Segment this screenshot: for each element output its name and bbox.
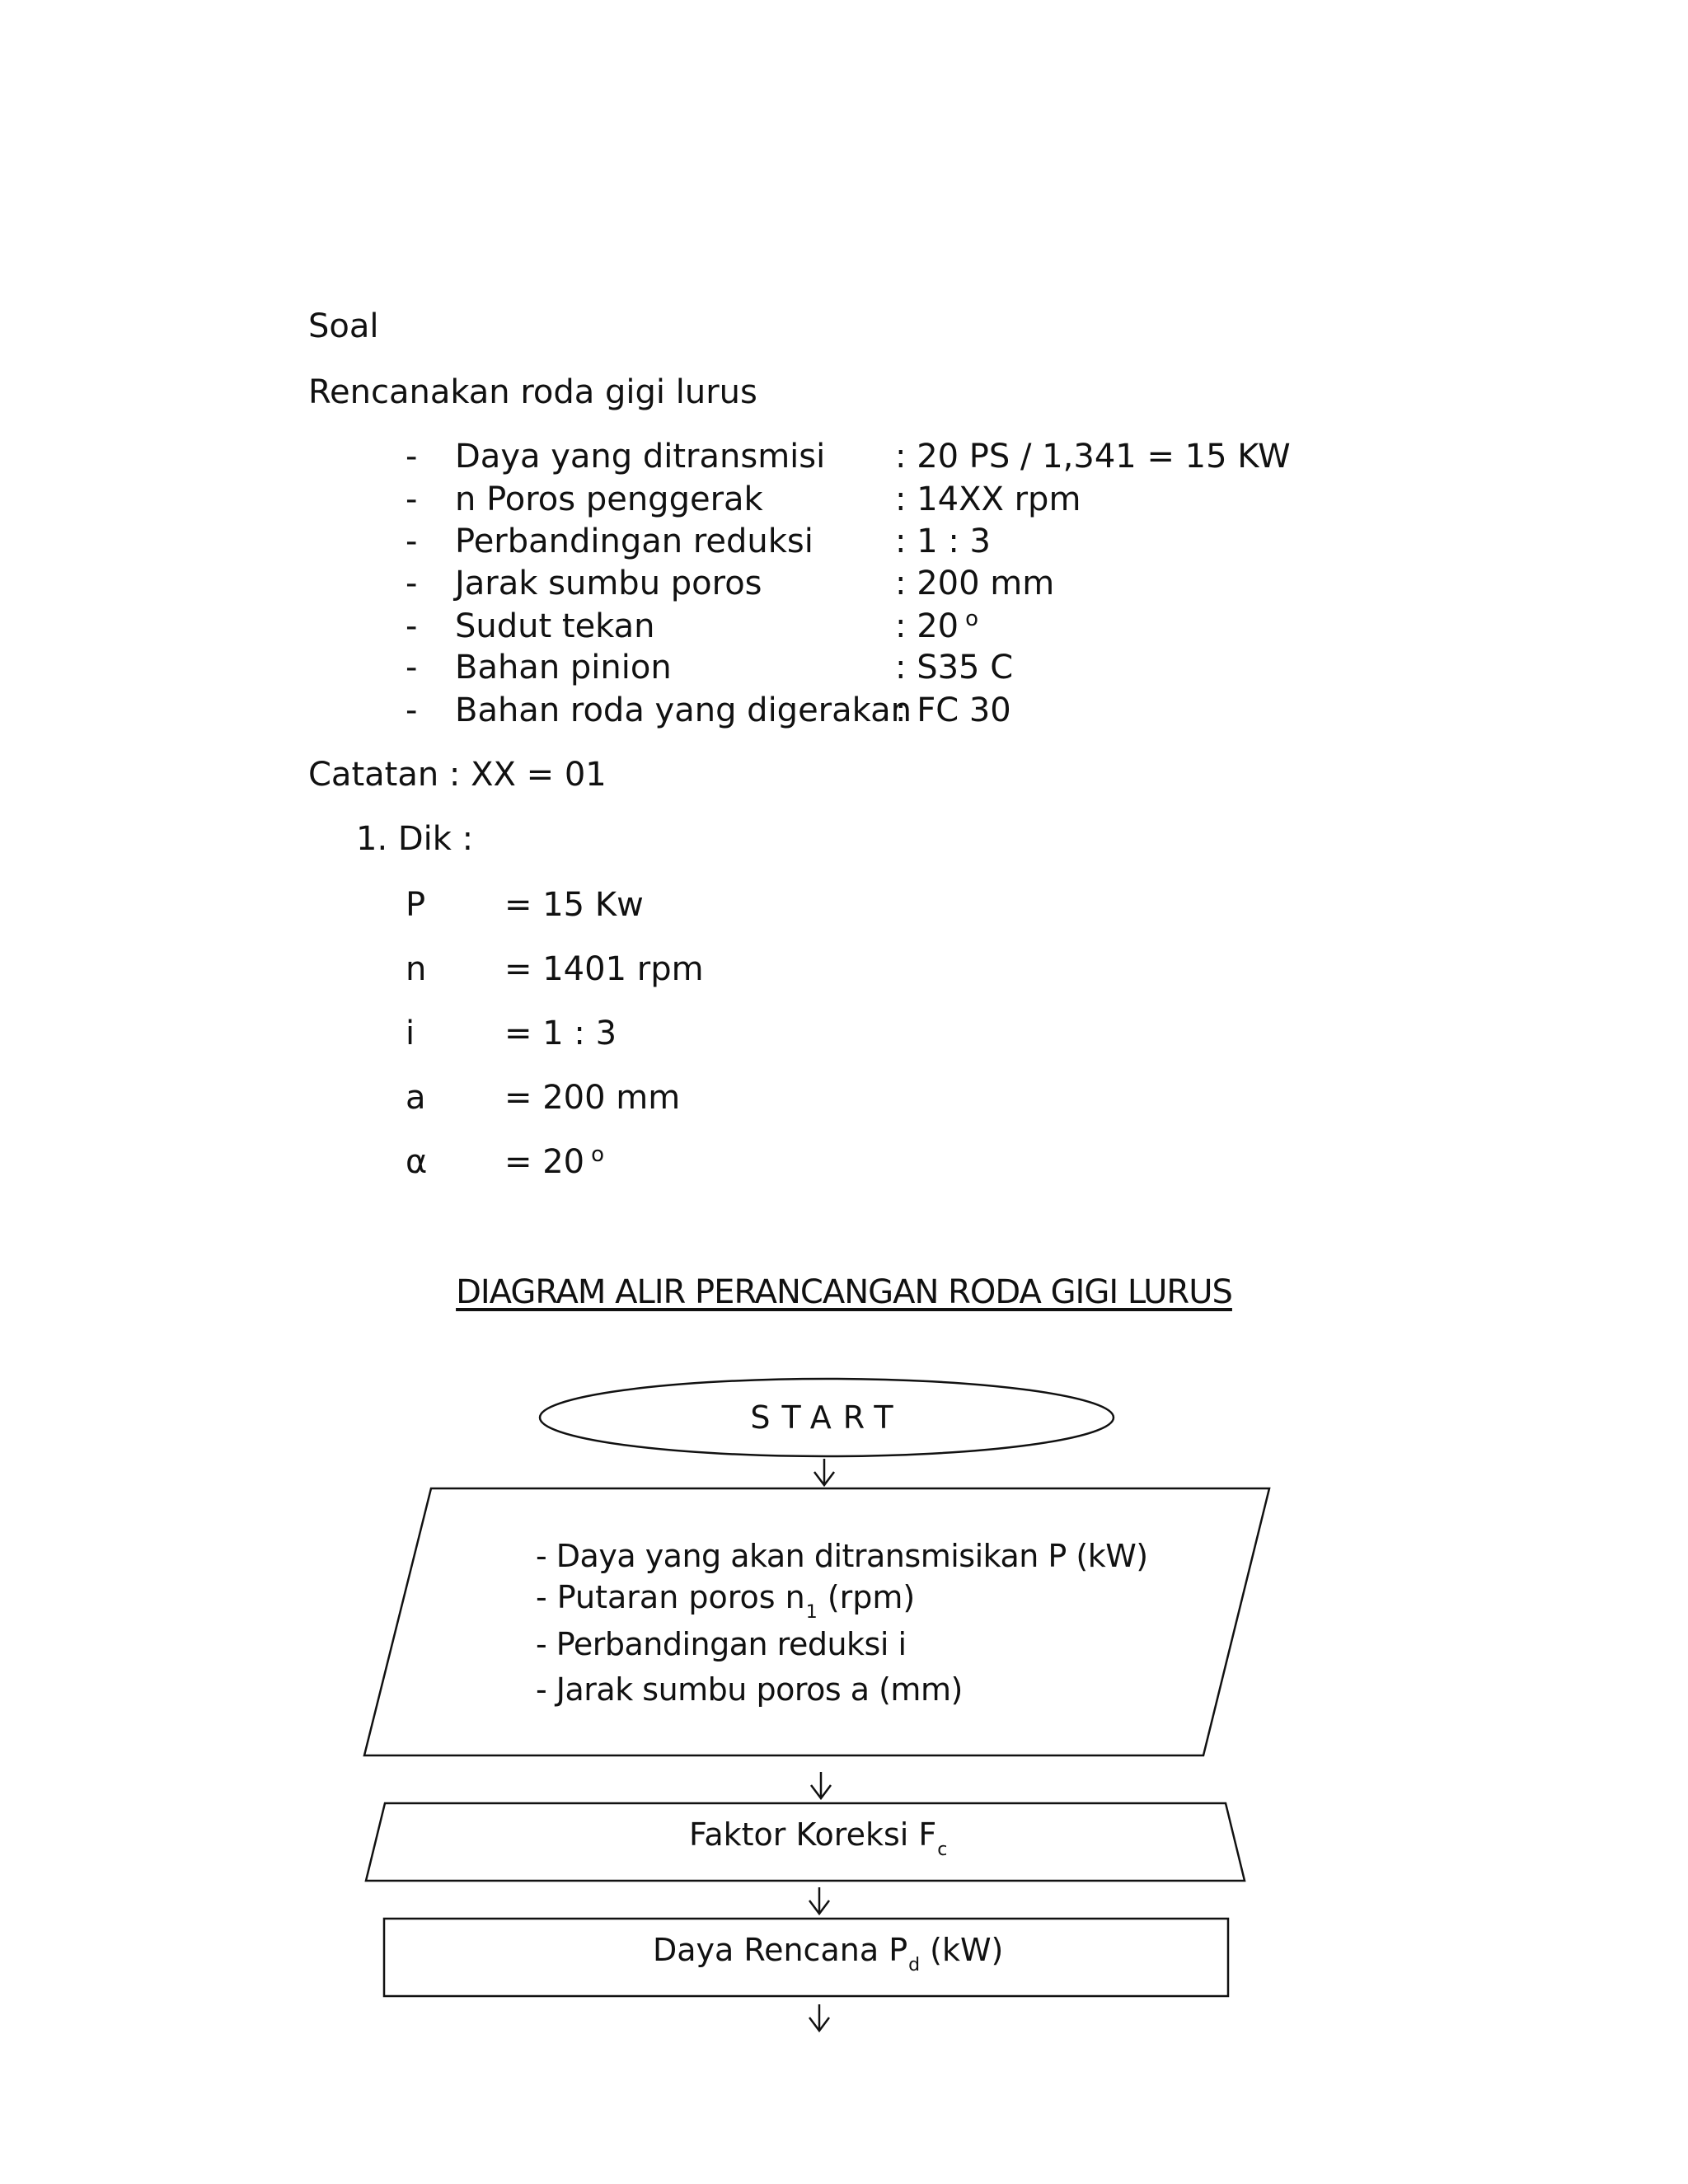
start-label: START bbox=[750, 1399, 905, 1436]
subscript: c bbox=[937, 1840, 948, 1860]
subscript: d bbox=[908, 1955, 921, 1975]
given-value: = 15 Kw bbox=[504, 886, 644, 924]
param-value: : 1 : 3 bbox=[895, 523, 991, 560]
list-bullet: - bbox=[406, 565, 418, 602]
design-power-label: Daya Rencana $P_d$ (kW) bbox=[653, 1932, 1004, 1975]
arrow-down-icon bbox=[814, 1459, 834, 1485]
param-value: : 20 $^o$ bbox=[895, 607, 979, 645]
input-line: - Putaran poros $n_1$ (rpm) bbox=[536, 1579, 916, 1623]
arrow-down-icon bbox=[809, 2004, 829, 2031]
dik-heading: 1. Dik : bbox=[356, 820, 474, 858]
param-value: : 14XX rpm bbox=[895, 480, 1081, 518]
given-symbol: i bbox=[406, 1015, 415, 1052]
correction-factor-label: Faktor Koreksi $F_c$ bbox=[689, 1816, 948, 1860]
given-symbol: a bbox=[406, 1079, 426, 1117]
input-line: - Daya yang akan ditransmisikan P (kW) bbox=[536, 1538, 1148, 1574]
param-label: Bahan roda yang digerakan bbox=[455, 691, 912, 729]
list-bullet: - bbox=[406, 438, 418, 476]
given-symbol: n bbox=[406, 950, 427, 988]
arrow-down-icon bbox=[809, 1887, 829, 1914]
param-label: Sudut tekan bbox=[455, 607, 655, 645]
given-symbol: α bbox=[406, 1143, 428, 1181]
given-symbol: P bbox=[406, 886, 426, 924]
param-label: Perbandingan reduksi bbox=[455, 523, 814, 560]
given-value: = 1401 rpm bbox=[504, 950, 704, 988]
param-value: : FC 30 bbox=[895, 691, 1011, 729]
task-statement: Rencanakan roda gigi lurus bbox=[308, 373, 757, 411]
list-bullet: - bbox=[406, 649, 418, 687]
given-value: = 1 : 3 bbox=[504, 1015, 617, 1052]
param-label: Daya yang ditransmisi bbox=[455, 438, 826, 476]
param-label: n Poros penggerak bbox=[455, 480, 763, 518]
heading: Soal bbox=[308, 307, 379, 345]
input-line: - Perbandingan reduksi i bbox=[536, 1626, 907, 1662]
param-label: Jarak sumbu poros bbox=[455, 565, 762, 602]
arrow-down-icon bbox=[811, 1772, 831, 1798]
note: Catatan : XX = 01 bbox=[308, 756, 607, 794]
given-value: = 200 mm bbox=[504, 1079, 681, 1117]
list-bullet: - bbox=[406, 480, 418, 518]
param-label: Bahan pinion bbox=[455, 649, 672, 687]
subscript: 1 bbox=[805, 1602, 818, 1623]
list-bullet: - bbox=[406, 523, 418, 560]
diagram-title: DIAGRAM ALIR PERANCANGAN RODA GIGI LURUS bbox=[456, 1273, 1232, 1311]
param-value: : S35 C bbox=[895, 649, 1014, 687]
degree-sign: o bbox=[965, 607, 979, 631]
param-value: : 200 mm bbox=[895, 565, 1055, 602]
given-value: = 20 $^o$ bbox=[504, 1142, 605, 1181]
degree-sign: o bbox=[591, 1142, 605, 1167]
input-line: - Jarak sumbu poros a (mm) bbox=[536, 1671, 963, 1708]
param-value: : 20 PS / 1,341 = 15 KW bbox=[895, 438, 1291, 476]
list-bullet: - bbox=[406, 691, 418, 729]
list-bullet: - bbox=[406, 607, 418, 645]
